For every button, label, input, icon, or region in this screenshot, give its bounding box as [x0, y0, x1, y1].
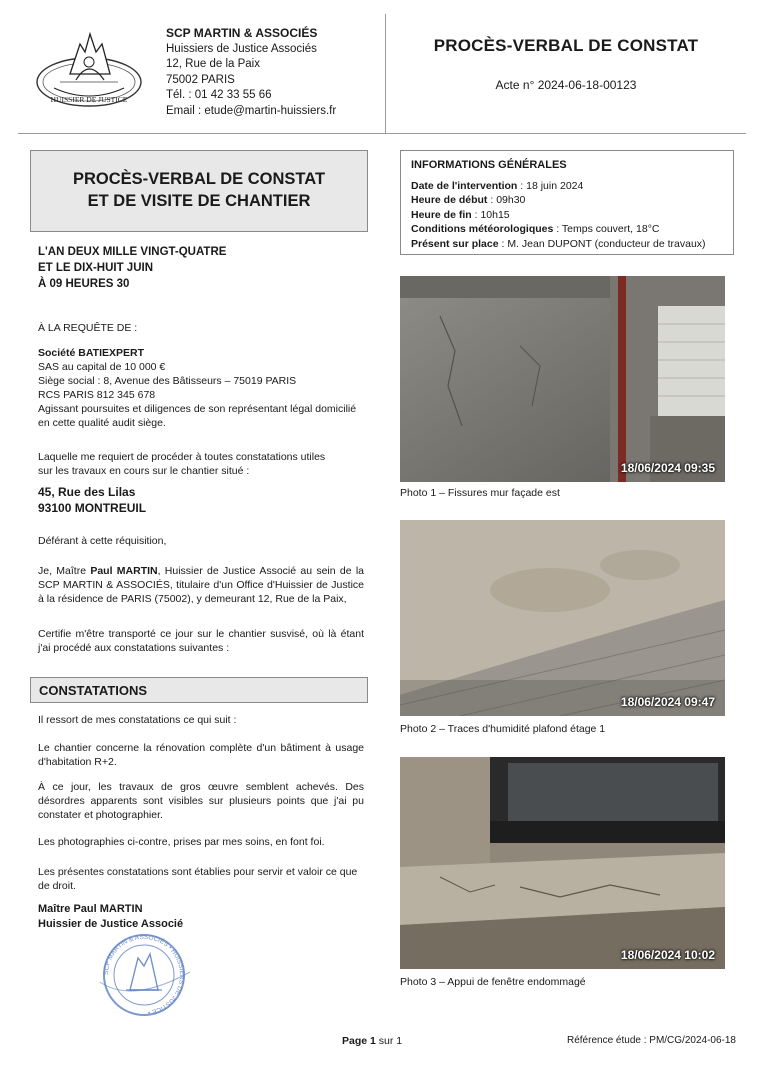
requerant-line: SAS au capital de 10 000 €: [38, 361, 166, 373]
photo-caption: Photo 2 – Traces d'humidité plafond étage 1: [400, 723, 606, 735]
requerant-agissant: Agissant poursuites et diligences de son représentant légal domicilié en cette qualité audit siège.: [38, 403, 357, 429]
huissier-logo: [30, 22, 148, 118]
constat-paragraph: À ce jour, les travaux de gros œuvre semblent achevés. Des désordres apparents sont visibles sur plusieurs points que j'ai pu constater et photographier.: [38, 781, 364, 821]
firm-phone: Tél. : 01 42 33 55 66: [166, 89, 272, 101]
document-title: PROCÈS-VERBAL DE CONSTAT: [433, 36, 699, 55]
page-number: [342, 1035, 402, 1047]
photo-caption: Photo 1 – Fissures mur façade est: [400, 487, 560, 499]
info-row-start: Heure de début : 09h30: [411, 194, 526, 206]
header-divider-horizontal: [18, 133, 746, 134]
je-paragraph: [38, 564, 364, 606]
main-title-line: ET DE VISITE DE CHANTIER: [87, 192, 311, 210]
photo-3: [400, 757, 725, 969]
page-total: sur 1: [375, 1035, 403, 1047]
signature-block: [38, 902, 183, 932]
firm-line: 75002 PARIS: [166, 73, 235, 86]
date-line: ET LE DIX-HUIT JUIN: [38, 262, 154, 274]
svg-text:HUISSIER DE JUSTICE: HUISSIER DE JUSTICE: [50, 95, 128, 104]
info-title: INFORMATIONS GÉNÉRALES: [411, 159, 567, 171]
info-value: 09h30: [496, 194, 526, 206]
svg-text:SCP MARTIN & ASSOCIÉS • HUISSI: SCP MARTIN & ASSOCIÉS • HUISSIERS DE JUSTICE •: [102, 933, 186, 1016]
address-line: 93100 MONTREUIL: [38, 501, 147, 515]
photo-1: [400, 276, 725, 482]
info-label: Date de l'intervention: [411, 179, 518, 192]
info-label: Présent sur place: [411, 237, 499, 250]
je-suffix: , Huissier de Justice Associé au sein de la SCP MARTIN & ASSOCIÉS, titulaire d'un Office d'Huissier de Justice à la résidence de PARIS (75002), y demeurant 12, Rue de la Paix,: [38, 565, 364, 605]
info-label: Heure de début: [411, 194, 488, 206]
constat-paragraph: Les présentes constatations sont établies pour servir et valoir ce que de droit.: [38, 866, 358, 892]
requiert-text: Laquelle me requiert de procéder à toutes constatations utiles sur les travaux en cours sur le chantier situé :: [38, 451, 326, 477]
constat-paragraph: Il ressort de mes constatations ce qui suit :: [38, 714, 237, 726]
info-row-present: Présent sur place : M. Jean DUPONT (conducteur de travaux): [411, 237, 706, 250]
info-label: Conditions météorologiques: [411, 223, 554, 235]
info-value: Temps couvert, 18°C: [561, 223, 660, 235]
deferant-text: Déférant à cette réquisition,: [38, 535, 167, 547]
photo-timestamp: 18/06/2024 09:35: [620, 461, 715, 475]
firm-line: 12, Rue de la Paix: [166, 58, 260, 70]
firm-email: Email : etude@martin-huissiers.fr: [166, 104, 337, 117]
signature-role: Huissier de Justice Associé: [38, 918, 184, 930]
firm-line: Huissiers de Justice Associés: [166, 42, 317, 55]
firm-block: [166, 26, 336, 119]
info-value: M. Jean DUPONT (conducteur de travaux): [507, 237, 706, 250]
signature-name: Maître Paul MARTIN: [38, 903, 143, 915]
je-prefix: Je, Maître: [38, 565, 91, 577]
info-value: 18 juin 2024: [526, 179, 584, 192]
reference-etude: Référence étude : PM/CG/2024-06-18: [567, 1035, 736, 1046]
date-line: À 09 HEURES 30: [38, 278, 130, 290]
official-stamp: [92, 932, 196, 1018]
date-line: L'AN DEUX MILLE VINGT-QUATRE: [38, 246, 227, 258]
photo-caption: Photo 3 – Appui de fenêtre endommagé: [400, 976, 586, 988]
requete-heading: À LA REQUÊTE DE :: [38, 322, 138, 334]
certifie-text: Certifie m'être transporté ce jour sur le chantier susvisé, où là étant j'ai procédé aux constatations suivantes :: [38, 628, 364, 654]
constat-paragraph: Le chantier concerne la rénovation complète d'un bâtiment à usage d'habitation R+2.: [38, 742, 364, 768]
date-block: [38, 244, 226, 292]
photo-2: [400, 520, 725, 716]
info-value: 10h15: [480, 208, 510, 221]
acte-number: Acte n° 2024-06-18-00123: [495, 78, 637, 92]
requerant-line: RCS PARIS 812 345 678: [38, 389, 156, 401]
main-title-line: PROCÈS-VERBAL DE CONSTAT: [72, 170, 326, 188]
photo-timestamp: 18/06/2024 10:02: [620, 948, 715, 962]
chantier-address: [38, 484, 146, 516]
requerant-line: Siège social : 8, Avenue des Bâtisseurs – 75019 PARIS: [38, 375, 297, 387]
header-divider-vertical: [385, 14, 386, 134]
page-current: Page 1: [342, 1035, 376, 1047]
info-row-date: Date de l'intervention : 18 juin 2024: [411, 179, 584, 192]
requete-block: [38, 346, 364, 430]
constatations-heading: CONSTATATIONS: [30, 677, 368, 703]
requerant-name: Société BATIEXPERT: [38, 347, 144, 359]
huissier-name: Paul MARTIN: [90, 565, 158, 577]
info-label: Heure de fin: [411, 208, 472, 221]
info-row-weather: Conditions météorologiques : Temps couvert, 18°C: [411, 223, 660, 235]
firm-name: SCP MARTIN & ASSOCIÉS: [166, 26, 318, 40]
constat-paragraph: Les photographies ci-contre, prises par mes soins, en font foi.: [38, 836, 325, 848]
info-row-end: Heure de fin : 10h15: [411, 208, 510, 221]
info-box: [400, 150, 734, 255]
photo-timestamp: 18/06/2024 09:47: [620, 695, 715, 709]
address-line: 45, Rue des Lilas: [38, 485, 136, 499]
main-title-box: [30, 150, 368, 232]
